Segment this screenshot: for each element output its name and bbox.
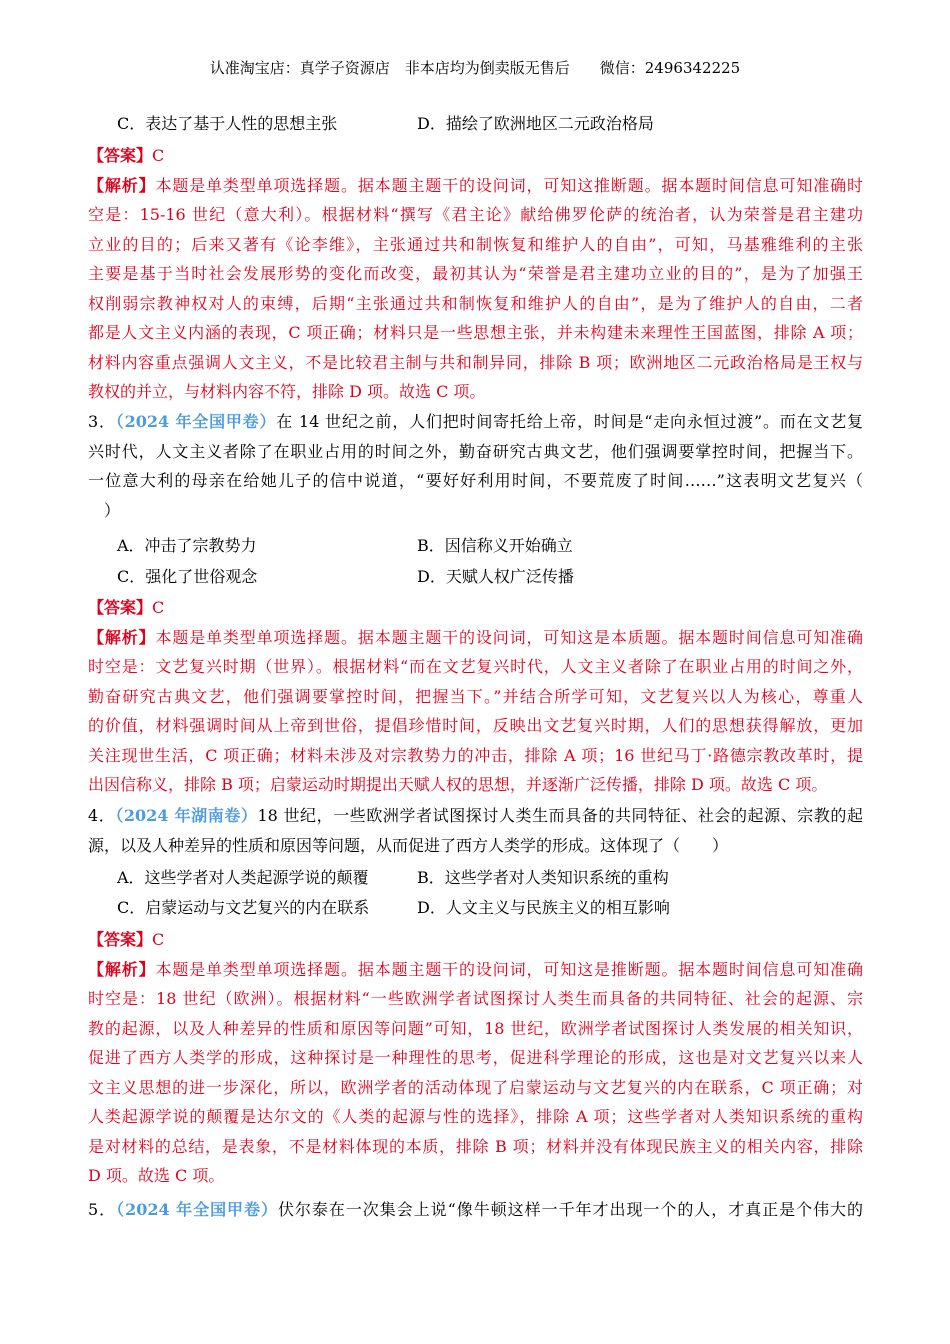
q3-analysis-line: 【解析】本题是单类型单项选择题。据本题主题干的设问词，可知这是本质题。据本题时间信息可知准确	[88, 627, 863, 647]
q2-analysis-line: 权削弱宗教神权对人的束缚，后期“主张通过共和制恢复和维护人的自由”，是为了维护人的自由，二者	[88, 293, 863, 313]
q3-analysis-line: 的价值，材料强调时间从上帝到世俗，提倡珍惜时间，反映出文艺复兴时期，人们的思想获得解放，更加	[88, 716, 863, 735]
answer-label: 【答案】	[88, 930, 153, 949]
question-number: 5．	[88, 1200, 117, 1219]
q3-stem-line: 一位意大利的母亲在给她儿子的信中说道，“要好好利用时间，不要荒废了时间……”这表明文艺复兴（	[88, 471, 863, 490]
q4-analysis-line: D 项。故选 C 项。	[88, 1166, 225, 1185]
q2-analysis-line: 【解析】本题是单类型单项选择题。据本题主题干的设问词，可知这推断题。据本题时间信息可知准确时	[88, 175, 863, 195]
q3-option-b: B．因信称义开始确立	[417, 536, 573, 555]
q3-answer	[88, 593, 863, 623]
q4-option-a: A．这些学者对人类起源学说的颠覆	[117, 868, 369, 887]
q2-answer	[88, 141, 863, 171]
answer-value: C	[152, 146, 165, 165]
question-number: 3．	[88, 412, 116, 431]
q3-stem: 3．（2024 年全国甲卷）在 14 世纪之前，人们把时间寄托给上帝，时间是“走向永恒过渡”。而在文艺复 兴时代，人文主义者除了在职业占用的时间之外，勤奋研究古典文艺，他们强调要掌控时间，把握当下。 一位意大利的母亲在给她儿子的信中说道，“要好好利用时间，不要荒废了时间……”这表明文艺复兴（ ）	[88, 407, 863, 525]
q4-analysis-line: 促进了西方人类学的形成，这种探讨是一种理性的思考，促进科学理论的形成，这也是对文艺复兴以来人	[88, 1048, 863, 1067]
q3-option-d: D．天赋人权广泛传播	[417, 567, 574, 586]
q4-option-d: D．人文主义与民族主义的相互影响	[417, 898, 670, 917]
answer-label: 【答案】	[88, 598, 153, 617]
q4-answer	[88, 925, 863, 955]
analysis-label: 【解析】	[88, 959, 156, 979]
q4-option-b: B．这些学者对人类知识系统的重构	[417, 868, 669, 887]
q2-option-d: D．描绘了欧洲地区二元政治格局	[417, 114, 654, 133]
q2-solution	[88, 141, 863, 407]
answer-value: C	[152, 598, 165, 617]
page-header: 认准淘宝店：真学子资源店 非本店均为倒卖版无售后 微信：2496342225	[209, 59, 741, 77]
q4-analysis-line: 是对材料的总结，是表象，不是材料体现的本质，排除 B 项；材料并没有体现民族主义的相关内容，排除	[88, 1136, 863, 1156]
question-source: （2024 年全国甲卷）	[115, 412, 277, 431]
q2-analysis-line: 立业的目的；后来又著有《论李维》，主张通过共和制恢复和维护人的自由”，可知，马基雅维利的主张	[88, 234, 863, 254]
q4-solution	[88, 925, 863, 1191]
q4-analysis-line: 教的起源，以及人种差异的性质和原因等问题”可知，18 世纪，欧洲学者试图探讨人类发展的相关知识，	[88, 1018, 863, 1038]
q2-analysis-line: 空是：15-16 世纪（意大利）。根据材料“撰写《君主论》献给佛罗伦萨的统治者，认为荣誉是君主建功	[88, 205, 863, 224]
q4-option-c: C．启蒙运动与文艺复兴的内在联系	[117, 898, 370, 917]
q4-analysis-line: 文主义思想的进一步深化，所以，欧洲学者的活动体现了启蒙运动与文艺复兴的内在联系，C 项正确；对	[88, 1077, 863, 1097]
question-number: 4．	[88, 806, 116, 825]
q5-stem: 5．（2024 年全国甲卷）伏尔泰在一次集会上说“像牛顿这样一千年才出现一个的人，才真正是个伟大的	[88, 1200, 864, 1219]
answer-value: C	[152, 930, 165, 949]
q3-analysis-line: 时空是：文艺复兴时期（世界）。根据材料“而在文艺复兴时代，人文主义者除了在职业占用的时间之外，	[88, 657, 863, 676]
q3-stem-line: 兴时代，人文主义者除了在职业占用的时间之外，勤奋研究古典文艺，他们强调要掌控时间，把握当下。	[88, 441, 863, 461]
question-source: （2024 年全国甲卷）	[116, 1200, 278, 1219]
q3-stem-line: ）	[88, 500, 121, 520]
q4-analysis-line: 【解析】本题是单类型单项选择题。据本题主题干的设问词，可知这是推断题。据本题时间信息可知准确	[88, 959, 863, 979]
q2-option-c: C．表达了基于人性的思想主张	[117, 114, 338, 133]
analysis-label: 【解析】	[88, 627, 156, 647]
q2-analysis-line: 教权的并立，与材料内容不符，排除 D 项。故选 C 项。	[88, 382, 486, 401]
q3-option-c: C．强化了世俗观念	[117, 567, 258, 586]
q2-analysis-line: 材料内容重点强调人文主义，不是比较君主制与共和制异同，排除 B 项；欧洲地区二元政治格局是王权与	[88, 352, 863, 372]
analysis-label: 【解析】	[88, 175, 156, 195]
q4-analysis-line: 时空是：18 世纪（欧洲）。根据材料“一些欧洲学者试图探讨人类生而具备的共同特征、社会的起源、宗	[88, 989, 863, 1008]
q2-analysis-line: 主要是基于当时社会发展形势的变化而改变，最初其认为“荣誉是君主建功立业的目的”，是为了加强王	[88, 264, 863, 283]
question-source: （2024 年湖南卷）	[115, 806, 258, 825]
q4-analysis-line: 人类起源学说的颠覆是达尔文的《人类的起源与性的选择》，排除 A 项；这些学者对人类知识系统的重构	[88, 1107, 863, 1126]
q2-analysis-line: 都是人文主义内涵的表现，C 项正确；材料只是一些思想主张，并未构建未来理性王国蓝图，排除 A 项；	[88, 323, 863, 342]
answer-label: 【答案】	[88, 146, 153, 165]
q3-solution	[88, 593, 863, 800]
q3-option-a: A．冲击了宗教势力	[117, 536, 257, 555]
q3-analysis-line: 出因信称义，排除 B 项；启蒙运动时期提出天赋人权的思想，并逐渐广泛传播，排除 D 项。故选 C 项。	[88, 775, 828, 794]
q3-analysis-line: 关注现世生活，C 项正确；材料未涉及对宗教势力的冲击，排除 A 项；16 世纪马丁·路德宗教改革时，提	[88, 745, 863, 765]
q3-analysis-line: 勤奋研究古典文艺，他们强调要掌控时间，把握当下。”并结合所学可知，文艺复兴以人为核心，尊重人	[88, 686, 863, 706]
q4-stem: 4．（2024 年湖南卷）18 世纪，一些欧洲学者试图探讨人类生而具备的共同特征、社会的起源、宗教的起 源，以及人种差异的性质和原因等问题，从而促进了西方人类学的形成。这体现了（ ）	[88, 801, 863, 860]
q4-stem-line: 源，以及人种差异的性质和原因等问题，从而促进了西方人类学的形成。这体现了（ ）	[88, 835, 729, 855]
